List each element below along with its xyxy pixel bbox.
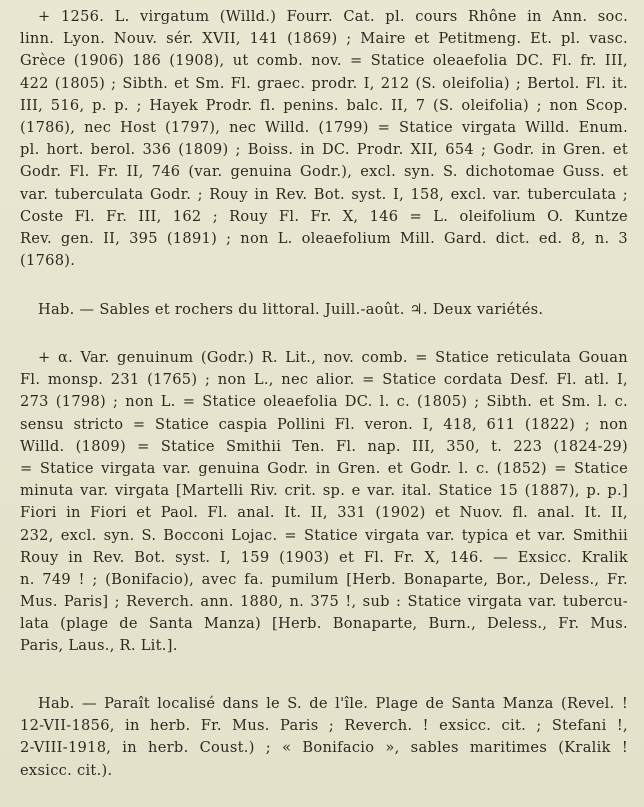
- text-line: Willd. (1809) = Statice Smithii Ten. Fl. nap. III, 350, t. 223 (1824-29): [20, 437, 628, 455]
- text-line: lata (plage de Santa Manza) [Herb. Bonaparte, Burn., Deless., Fr. Mus.: [20, 615, 628, 633]
- text-line: 422 (1805) ; Sibth. et Sm. Fl. graec. prodr. I, 212 (S. oleifolia) ; Bertol. Fl. it.: [20, 74, 628, 92]
- text-line: Coste Fl. Fr. III, 162 ; Rouy Fl. Fr. X, 146 = L. oleifolium O. Kuntze: [20, 207, 628, 225]
- text-line: 12-VII-1856, in herb. Fr. Mus. Paris ; Reverch. ! exsicc. cit. ; Stefani !,: [20, 717, 628, 735]
- text-line: var. tuberculata Godr. ; Rouy in Rev. Bot. syst. I, 158, excl. var. tuberculata ;: [20, 185, 628, 203]
- text-line: 273 (1798) ; non L. = Statice oleaefolia DC. l. c. (1805) ; Sibth. et Sm. l. c.: [20, 393, 628, 411]
- text-line: + 1256. L. virgatum (Willd.) Fourr. Cat. pl. cours Rhône in Ann. soc.: [38, 8, 628, 25]
- species-entry-paragraph: [20, 6, 628, 272]
- text-line: pl. hort. berol. 336 (1809) ; Boiss. in DC. Prodr. XII, 654 ; Godr. in Gren. et: [20, 141, 628, 159]
- text-line: sensu stricto = Statice caspia Pollini Fl. veron. I, 418, 611 (1822) ; non: [20, 415, 628, 433]
- variety-paragraph: [20, 347, 628, 658]
- text-line: + α. Var. genuinum (Godr.) R. Lit., nov. comb. = Statice reticulata Gouan: [38, 349, 628, 366]
- habitat-paragraph: [20, 299, 628, 321]
- text-line: n. 749 ! ; (Bonifacio), avec fa. pumilum [Herb. Bonaparte, Bor., Deless., Fr.: [20, 570, 628, 588]
- text-line: Paris, Laus., R. Lit.].: [20, 637, 178, 655]
- text-line: Hab. — Sables et rochers du littoral. Juill.-août. ♃. Deux variétés.: [38, 301, 544, 318]
- text-line: (1786), nec Host (1797), nec Willd. (1799) = Statice virgata Willd. Enum.: [20, 118, 628, 136]
- text-line: minuta var. virgata [Martelli Riv. crit. sp. e var. ital. Statice 15 (1887), p. p.]: [20, 482, 628, 500]
- text-line: Fiori in Fiori et Paol. Fl. anal. It. II, 331 (1902) et Nuov. fl. anal. It. II,: [20, 504, 628, 522]
- text-line: 232, excl. syn. S. Bocconi Lojac. = Statice virgata var. typica et var. Smithii: [20, 526, 628, 544]
- text-line: linn. Lyon. Nouv. sér. XVII, 141 (1869) ; Maire et Petitmeng. Et. pl. vasc.: [20, 30, 628, 48]
- text-line: Mus. Paris] ; Reverch. ann. 1880, n. 375 !, sub : Statice virgata var. tubercu-: [20, 593, 628, 611]
- text-line: Fl. monsp. 231 (1765) ; non L., nec alior. = Statice cordata Desf. Fl. atl. I,: [20, 371, 628, 389]
- text-line: = Statice virgata var. genuina Godr. in Gren. et Godr. l. c. (1852) = Statice: [20, 459, 628, 477]
- text-line: (1768).: [20, 252, 76, 270]
- text-line: exsicc. cit.).: [20, 761, 113, 779]
- habitat-paragraph: [20, 693, 628, 782]
- text-line: Rev. gen. II, 395 (1891) ; non L. oleaefolium Mill. Gard. dict. ed. 8, n. 3: [20, 229, 628, 247]
- text-line: Hab. — Paraît localisé dans le S. de l'île. Plage de Santa Manza (Revel. !: [38, 695, 628, 712]
- text-line: III, 516, p. p. ; Hayek Prodr. fl. penins. balc. II, 7 (S. oleifolia) ; non Scop.: [20, 96, 628, 114]
- text-line: Rouy in Rev. Bot. syst. I, 159 (1903) et Fl. Fr. X, 146. — Exsicc. Kralik: [20, 548, 628, 566]
- text-line: Godr. Fl. Fr. II, 746 (var. genuina Godr.), excl. syn. S. dichotomae Guss. et: [20, 163, 628, 181]
- text-line: Grèce (1906) 186 (1908), ut comb. nov. = Statice oleaefolia DC. Fl. fr. III,: [20, 52, 628, 70]
- text-line: 2-VIII-1918, in herb. Coust.) ; « Bonifacio », sables maritimes (Kralik !: [20, 739, 628, 757]
